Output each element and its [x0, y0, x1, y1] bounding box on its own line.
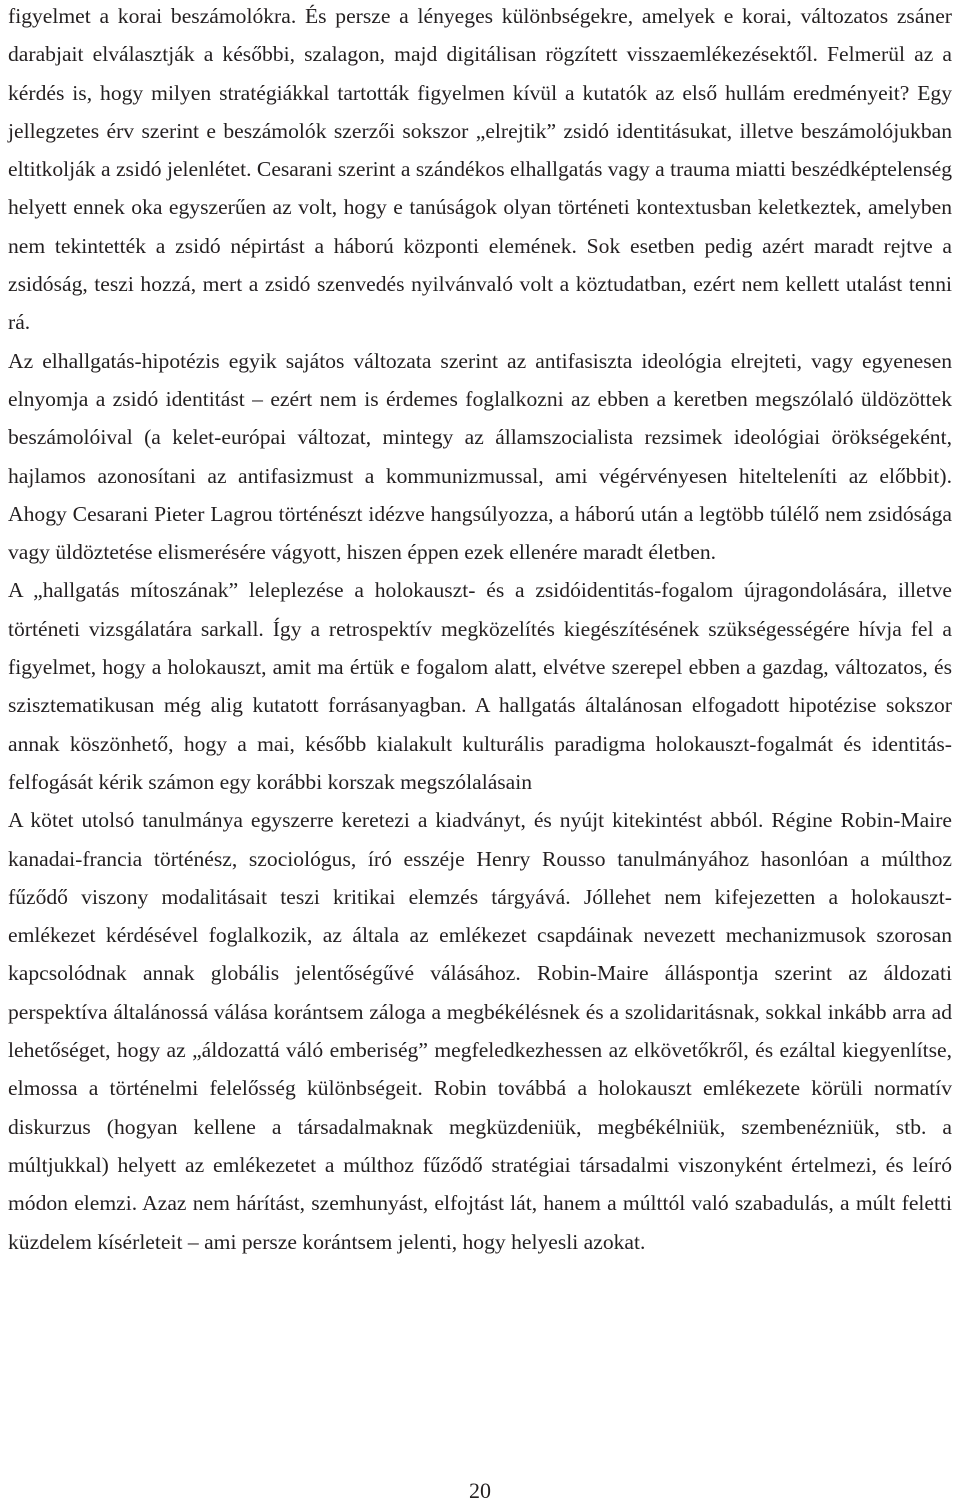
body-paragraph: Az elhallgatás-hipotézis egyik sajátos változata szerint az antifasiszta ideológia elrejteti, vagy egyenesen elnyomja a zsidó identitást – ezért nem is érdemes foglalkozni az ebben a keretben megszólaló üldözöttek beszámolóival (a kelet-európai változat, mintegy az államszocialista rezsimek ideológiai örökségeként, hajlamos azonosítani az antifasizmust a kommunizmussal, ami végérvényesen hitelteleníti az előbbit). Ahogy Cesarani Pieter Lagrou történészt idézve hangsúlyozza, a háború után a legtöbb túlélő nem zsidósága vagy üldöztetése elismerésére vágyott, hiszen éppen ezek ellenére maradt életben.	[8, 348, 952, 565]
page-number: 20	[469, 1478, 491, 1503]
body-paragraph: figyelmet a korai beszámolókra. És persze a lényeges különbségekre, amelyek e korai, változatos zsáner darabjait elválasztják a későbbi, szalagon, majd digitálisan rögzített visszaemlékezésektől. Felmerül az a kérdés is, hogy milyen stratégiákkal tartották figyelmen kívül a kutatók az első hullám eredményeit? Egy jellegzetes érv szerint e beszámolók szerzői sokszor „elrejtik” zsidó identitásukat, illetve beszámolójukban eltitkolják a zsidó jelenlétet. Cesarani szerint a szándékos elhallgatás vagy a trauma miatti beszédképtelenség helyett ennek oka egyszerűen az volt, hogy e tanúságok olyan történeti kontextusban keletkeztek, amelyben nem tekintették a zsidó népirtást a háború központi elemének. Sok esetben pedig azért maradt rejtve a zsidóság, teszi hozzá, mert a zsidó szenvedés nyilvánvaló volt a köztudatban, ezért nem kellett utalást tenni rá.	[8, 4, 952, 335]
page-body	[8, 0, 952, 1261]
body-paragraph: A kötet utolsó tanulmánya egyszerre keretezi a kiadványt, és nyújt kitekintést abból. Régine Robin-Maire kanadai-francia történész, szociológus, író esszéje Henry Rousso tanulmányához hasonlóan a múlthoz fűződő viszony modalitásait teszi kritikai elemzés tárgyává. Jóllehet nem kifejezetten a holokauszt-emlékezet kérdésével foglalkozik, az általa az emlékezet csapdáinak nevezett mechanizmusok szorosan kapcsolódnak annak globális jelentőségűvé válásához. Robin-Maire álláspontja szerint az áldozati perspektíva általánossá válása korántsem záloga a megbékélésnek és a szolidaritásnak, sokkal inkább arra ad lehetőséget, hogy az „áldozattá váló emberiség” megfeledkezhessen az elkövetőkről, és ezáltal kiegyenlítse, elmossa a történelmi felelősség különbségeit. Robin továbbá a holokauszt emlékezete körüli normatív diskurzus (hogyan kellene a társadalmaknak megküzdeniük, megbékélniük, szembenézniük, stb. a múltjukkal) helyett az emlékezetet a múlthoz fűződő stratégiai társadalmi viszonyként értelmezi, és leíró módon elemzi. Azaz nem hárítást, szemhunyást, elfojtást lát, hanem a múlttól való szabadulás, a múlt feletti küzdelem kísérleteit – ami persze korántsem jelenti, hogy helyesli azokat.	[8, 808, 952, 1254]
body-paragraph: A „hallgatás mítoszának” leleplezése a holokauszt- és a zsidóidentitás-fogalom újragondolására, illetve történeti vizsgálatára sarkall. Így a retrospektív megközelítés kiegészítésének szükségességére hívja fel a figyelmet, hogy a holokauszt, amit ma értük e fogalom alatt, elvétve szerepel ebben a gazdag, változatos, és szisztematikusan még alig kutatott forrásanyagban. A hallgatás általánosan elfogadott hipotézise sokszor annak köszönhető, hogy a mai, később kialakult kulturális paradigma holokauszt-fogalmát és identitás-felfogását kérik számon egy korábbi korszak megszólalásain	[8, 578, 952, 794]
